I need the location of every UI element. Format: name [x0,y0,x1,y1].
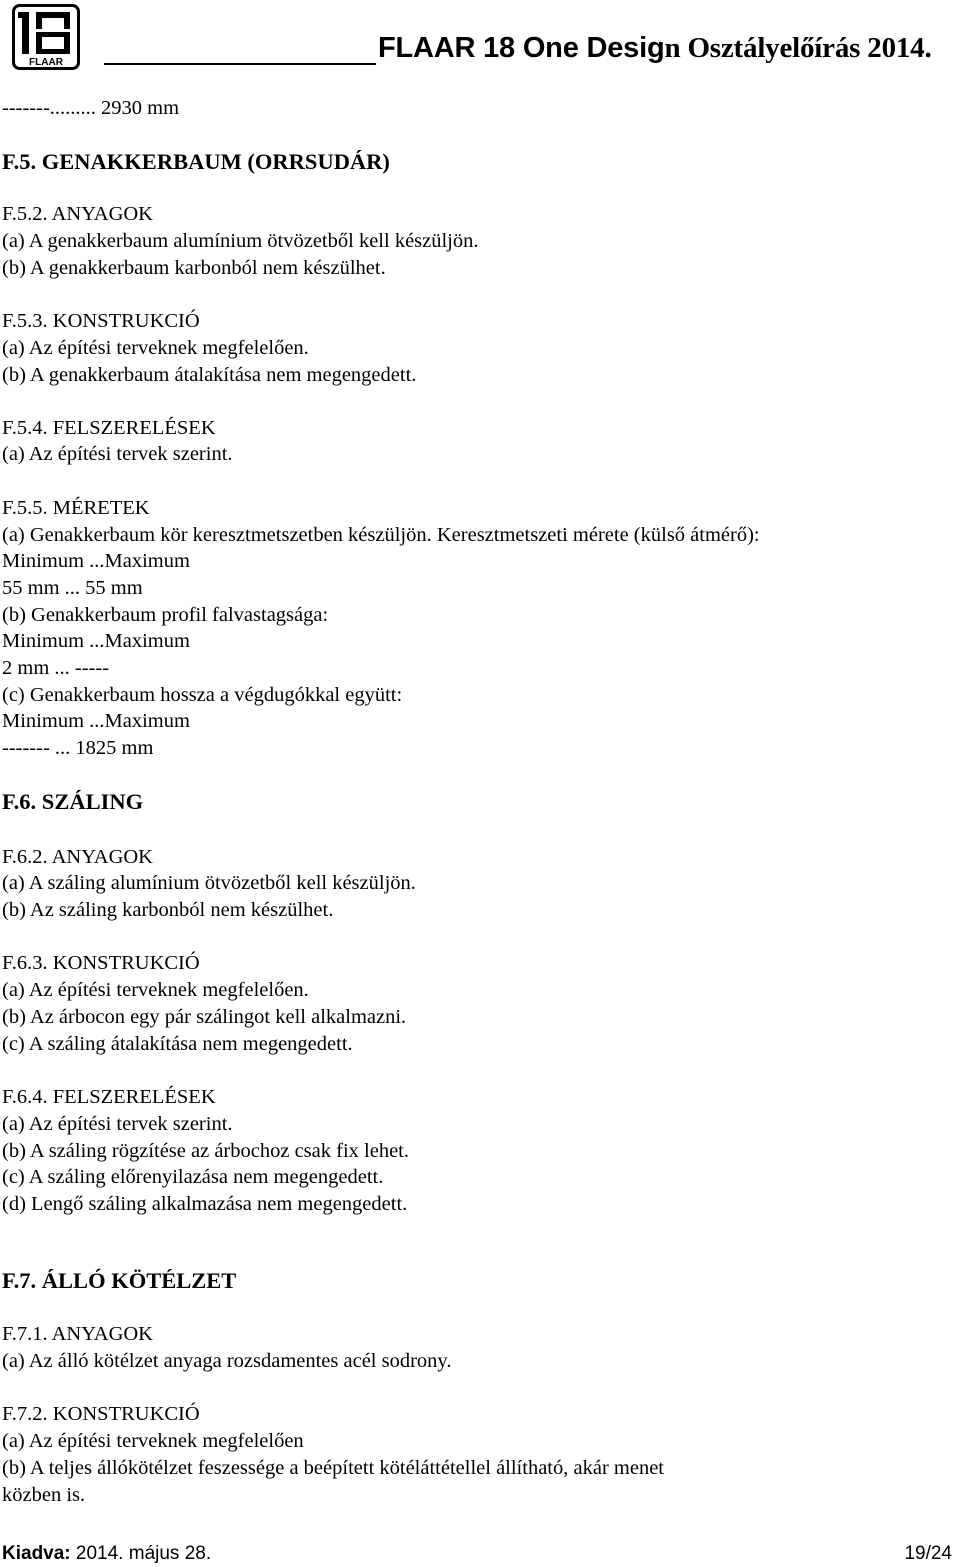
subsection-heading: F.5.4. FELSZERELÉSEK [2,417,216,439]
subsection-heading: F.5.2. ANYAGOK [2,203,153,225]
text-line: (a) Az építési tervek szerint. [2,443,233,465]
text-line: (b) A genakkerbaum karbonból nem készülhet. [2,257,386,279]
subsection-heading: F.7.2. KONSTRUKCIÓ [2,1403,200,1425]
text-line: (a) A genakkerbaum alumínium ötvözetből kell készüljön. [2,230,479,252]
flaar-18-logo [12,4,80,70]
text-line: (b) A teljes állókötélzet feszessége a beépített kötéláttétellel állítható, akár menet [2,1457,664,1479]
text-line: (b) Az árbocon egy pár szálingot kell alkalmazni. [2,1006,407,1028]
text-line: Minimum ...Maximum [2,550,190,572]
text-line: (a) Az építési tervek szerint. [2,1113,233,1135]
text-line: (c) A száling előrenyilazása nem megengedett. [2,1166,384,1188]
text-line: (a) Az építési terveknek megfelelően. [2,979,309,1001]
text-line: közben is. [2,1484,86,1506]
page-number: 19/24 [904,1543,952,1564]
subsection-heading: F.6.3. KONSTRUKCIÓ [2,952,200,974]
logo-text: FLAAR [29,57,63,68]
text-line: (a) Genakkerbaum kör keresztmetszetben készüljön. Keresztmetszeti mérete (külső átmérő): [2,524,760,546]
header-underline [104,63,376,65]
text-line: (c) Genakkerbaum hossza a végdugókkal együtt: [2,684,403,706]
text-line: (b) Az száling karbonból nem készülhet. [2,899,334,921]
text-line: (a) Az építési terveknek megfelelően [2,1430,304,1452]
text-line: 2 mm ... ----- [2,657,110,679]
text-line: 55 mm ... 55 mm [2,577,143,599]
subsection-heading: F.5.3. KONSTRUKCIÓ [2,310,200,332]
text-line: (b) Genakkerbaum profil falvastagsága: [2,604,329,626]
subsection-heading: F.5.5. MÉRETEK [2,497,150,519]
footer-issued-label: Kiadva: [2,1543,71,1564]
text-line: (a) Az álló kötélzet anyaga rozsdamentes acél sodrony. [2,1350,452,1372]
text-line: (a) Az építési terveknek megfelelően. [2,337,309,359]
subsection-heading: F.6.2. ANYAGOK [2,846,153,868]
document-header-title: FLAAR 18 One Design Osztályelőírás 2014. [378,32,932,64]
section-heading: F.5. GENAKKERBAUM (ORRSUDÁR) [2,149,390,174]
section-heading: F.6. SZÁLING [2,789,144,814]
text-line: (b) A száling rögzítése az árbochoz csak fix lehet. [2,1140,409,1162]
text-line: (c) A száling átalakítása nem megengedett. [2,1033,353,1055]
text-line: ------- ... 1825 mm [2,737,154,759]
text-line: -------......... 2930 mm [2,97,180,119]
text-line: Minimum ...Maximum [2,710,190,732]
text-line: (a) A száling alumínium ötvözetből kell készüljön. [2,872,416,894]
footer-issue-date [2,1544,211,1563]
section-heading: F.7. ÁLLÓ KÖTÉLZET [2,1268,237,1293]
subsection-heading: F.6.4. FELSZERELÉSEK [2,1086,216,1108]
footer-issued-date: 2014. május 28. [70,1543,212,1564]
subsection-heading: F.7.1. ANYAGOK [2,1323,153,1345]
text-line: (d) Lengő száling alkalmazása nem megengedett. [2,1193,408,1215]
text-line: Minimum ...Maximum [2,630,190,652]
text-line: (b) A genakkerbaum átalakítása nem megengedett. [2,364,417,386]
